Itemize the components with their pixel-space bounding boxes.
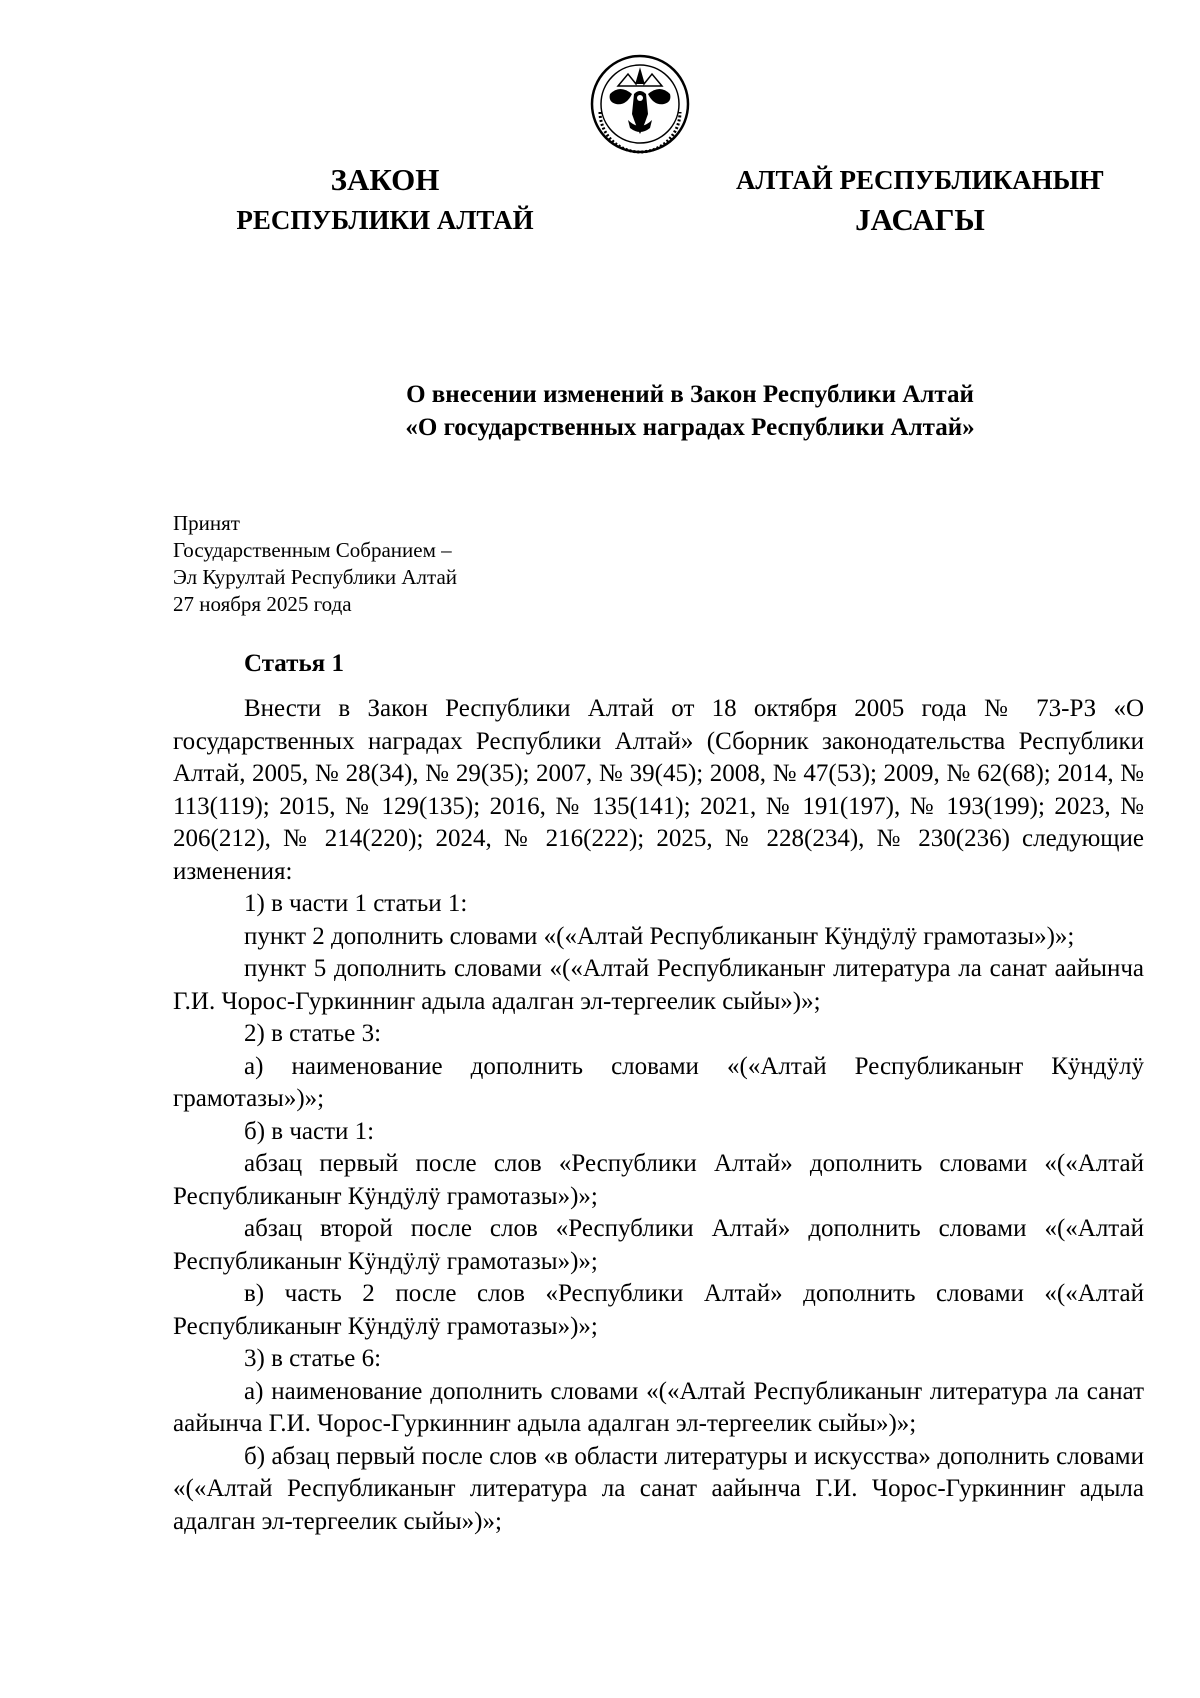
paragraph: 1) в части 1 статьи 1: bbox=[244, 890, 468, 917]
paragraph: а) наименование дополнить словами «(«Алтай Республиканыҥ литература ла санат аайынча Г.И. Чорос-Гуркинниҥ адыла адалган эл-тергеелик сыйы»)»; bbox=[173, 1377, 1144, 1437]
paragraph: а) наименование дополнить словами «(«Алтай Республиканыҥ Кӱндӱлӱ грамотазы»)»; bbox=[173, 1052, 1144, 1112]
adopted-line-1: Принят bbox=[173, 511, 240, 535]
paragraph: Внести в Закон Республики Алтай от 18 октября 2005 года № 73-РЗ «О государственных наградах Республики Алтай» (Сборник законодательства Республики Алтай, 2005, № 28(34), № 29(35); 2007, № 39(45); 2008, № 47(53); 2009, № 62(68); 2014, № 113(119); 2015, № 129(135); 2016, № 135(141); 2021, № 191(197), № 193(199); 2023, № 206(212), № 214(220); 2024, № 216(222); 2025, № 228(234), № 230(236) следующие изменения: bbox=[173, 695, 1144, 885]
article-body bbox=[173, 693, 1144, 1538]
republic-name: РЕСПУБЛИКИ АЛТАЙ bbox=[236, 205, 534, 235]
law-title-altai: JАСАГЫ bbox=[855, 202, 985, 237]
paragraph: б) абзац первый после слов «в области литературы и искусства» дополнить словами «(«Алтай Республиканыҥ литература ла санат аайынча Г.И. Чорос-Гуркинниҥ адыла адалган эл-тергеелик сыйы»)»; bbox=[173, 1442, 1144, 1535]
paragraph: абзац первый после слов «Республики Алтай» дополнить словами «(«Алтай Республиканыҥ Кӱндӱлӱ грамотазы»)»; bbox=[173, 1150, 1144, 1210]
adoption-block bbox=[173, 510, 457, 618]
adopted-line-3: Эл Курултай Республики Алтай bbox=[173, 565, 458, 589]
paragraph: пункт 2 дополнить словами «(«Алтай Республиканыҥ Кӱндӱлӱ грамотазы»)»; bbox=[244, 922, 1075, 950]
paragraph: в) часть 2 после слов «Республики Алтай» дополнить словами «(«Алтай Республиканыҥ Кӱндӱлӱ грамотазы»)»; bbox=[173, 1280, 1144, 1340]
paragraph: абзац второй после слов «Республики Алтай» дополнить словами «(«Алтай Республиканыҥ Кӱндӱлӱ грамотазы»)»; bbox=[173, 1215, 1144, 1275]
title-line-2: «О государственных наградах Республики Алтай» bbox=[405, 414, 975, 441]
law-title: ЗАКОН bbox=[330, 162, 440, 197]
republic-name-altai: АЛТАЙ РЕСПУБЛИКАНЫҤ bbox=[735, 165, 1105, 195]
title-line-1: О внесении изменений в Закон Республики Алтай bbox=[406, 381, 974, 408]
adopted-date: 27 ноября 2025 года bbox=[173, 592, 352, 616]
paragraph: б) в части 1: bbox=[244, 1117, 375, 1145]
document-title bbox=[300, 378, 1080, 444]
header-left bbox=[220, 160, 550, 240]
coat-of-arms-emblem-icon bbox=[590, 54, 690, 154]
header-right bbox=[720, 160, 1120, 240]
article-heading: Статья 1 bbox=[244, 650, 344, 677]
paragraph: пункт 5 дополнить словами «(«Алтай Республиканыҥ литература ла санат аайынча Г.И. Чорос-Гуркинниҥ адыла адалган эл-тергеелик сыйы»)»; bbox=[173, 955, 1144, 1015]
paragraph: 3) в статье 6: bbox=[244, 1345, 382, 1372]
adopted-line-2: Государственным Собранием – bbox=[173, 538, 452, 562]
paragraph: 2) в статье 3: bbox=[244, 1020, 382, 1047]
